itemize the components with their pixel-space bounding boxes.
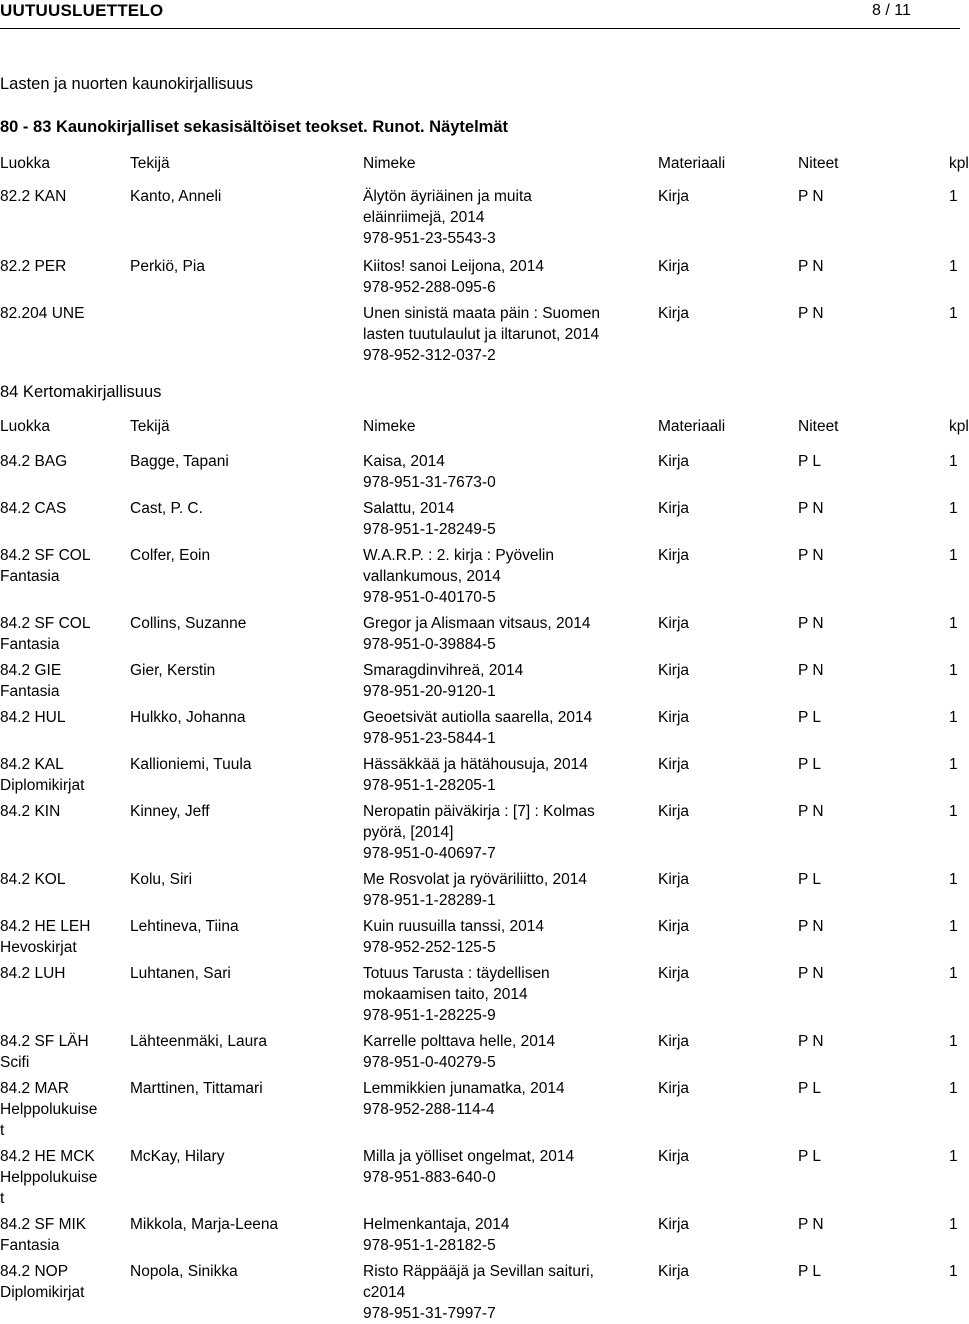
row-class: [0, 613, 125, 655]
page-number: 8 / 11: [872, 2, 911, 19]
row-class-line: 82.2 KAN: [0, 188, 67, 205]
row-author: McKay, Hilary: [130, 1148, 225, 1165]
row-kpl: 1: [949, 756, 958, 773]
row-title-line: Risto Räppääjä ja Sevillan saituri,: [363, 1263, 594, 1280]
row-author: Kallioniemi, Tuula: [130, 756, 252, 773]
row-kpl: 1: [949, 188, 958, 205]
row-kpl: 1: [949, 615, 958, 632]
row-material: Kirja: [658, 803, 690, 820]
row-class: [0, 498, 125, 519]
row-class-line: Diplomikirjat: [0, 777, 85, 794]
row-class-line: 84.2 SF COL: [0, 615, 91, 632]
row-class: [0, 707, 125, 728]
row-title-line: Neropatin päiväkirja : [7] : Kolmas: [363, 803, 595, 820]
group-heading: 84 Kertomakirjallisuus: [0, 383, 162, 401]
row-title: [363, 1214, 510, 1256]
row-class: [0, 451, 125, 472]
row-kpl: 1: [949, 453, 958, 470]
row-niteet: P N: [798, 258, 824, 275]
row-title: [363, 1146, 574, 1188]
row-material: Kirja: [658, 871, 690, 888]
row-class-line: Hevoskirjat: [0, 939, 77, 956]
column-header-author: Tekijä: [130, 418, 170, 435]
row-author: Lähteenmäki, Laura: [130, 1033, 268, 1050]
row-class: [0, 1261, 125, 1303]
row-author: Gier, Kerstin: [130, 662, 216, 679]
row-isbn: 978-951-1-28205-1: [363, 777, 496, 794]
row-title: [363, 963, 550, 1026]
row-material: Kirja: [658, 709, 690, 726]
row-class-line: 82.204 UNE: [0, 305, 85, 322]
row-isbn: 978-951-31-7673-0: [363, 474, 496, 491]
row-class-line: 84.2 LUH: [0, 965, 66, 982]
row-kpl: 1: [949, 662, 958, 679]
row-niteet: P L: [798, 1263, 821, 1280]
row-title-line: Lemmikkien junamatka, 2014: [363, 1080, 565, 1097]
row-title-line: Helmenkantaja, 2014: [363, 1216, 510, 1233]
row-class-line: 84.2 SF MIK: [0, 1216, 87, 1233]
row-class-line: 84.2 MAR: [0, 1080, 69, 1097]
row-title: [363, 613, 590, 655]
row-niteet: P N: [798, 305, 824, 322]
row-isbn: 978-952-312-037-2: [363, 347, 496, 364]
row-kpl: 1: [949, 500, 958, 517]
row-class-line: 84.2 KIN: [0, 803, 61, 820]
row-material: Kirja: [658, 662, 690, 679]
row-kpl: 1: [949, 258, 958, 275]
row-kpl: 1: [949, 709, 958, 726]
row-class: [0, 754, 125, 796]
group-heading: 80 - 83 Kaunokirjalliset sekasisältöiset teokset. Runot. Näytelmät: [0, 118, 509, 136]
row-author: Perkiö, Pia: [130, 258, 205, 275]
row-niteet: P N: [798, 500, 824, 517]
row-material: Kirja: [658, 965, 690, 982]
row-kpl: 1: [949, 305, 958, 322]
row-material: Kirja: [658, 615, 690, 632]
row-class: [0, 1214, 125, 1256]
column-header-title: Nimeke: [363, 155, 416, 172]
row-class-line: Fantasia: [0, 636, 60, 653]
row-material: Kirja: [658, 305, 690, 322]
row-material: Kirja: [658, 500, 690, 517]
row-title-line: Salattu, 2014: [363, 500, 455, 517]
row-niteet: P L: [798, 756, 821, 773]
row-isbn: 978-951-20-9120-1: [363, 683, 496, 700]
row-author: Hulkko, Johanna: [130, 709, 246, 726]
row-title-line: Gregor ja Alismaan vitsaus, 2014: [363, 615, 591, 632]
row-class: [0, 186, 125, 207]
row-kpl: 1: [949, 1263, 958, 1280]
row-class-line: Fantasia: [0, 568, 60, 585]
row-isbn: 978-951-31-7997-7: [363, 1305, 496, 1322]
column-header-material: Materiaali: [658, 418, 726, 435]
row-class-line: 84.2 SF LÄH: [0, 1033, 89, 1050]
row-title-line: mokaamisen taito, 2014: [363, 986, 528, 1003]
column-header-author: Tekijä: [130, 155, 170, 172]
row-kpl: 1: [949, 1148, 958, 1165]
column-header-title: Nimeke: [363, 418, 416, 435]
row-title: [363, 186, 532, 249]
row-isbn: 978-952-288-095-6: [363, 279, 496, 296]
row-class-line: 84.2 CAS: [0, 500, 67, 517]
column-header-material: Materiaali: [658, 155, 726, 172]
row-title-line: pyörä, [2014]: [363, 824, 454, 841]
row-class: [0, 916, 125, 958]
row-class-line: 84.2 KOL: [0, 871, 66, 888]
row-material: Kirja: [658, 756, 690, 773]
row-class: [0, 1078, 125, 1141]
document-title: UUTUUSLUETTELO: [0, 1, 164, 20]
row-title-line: Totuus Tarusta : täydellisen: [363, 965, 550, 982]
row-kpl: 1: [949, 547, 958, 564]
row-kpl: 1: [949, 965, 958, 982]
row-niteet: P N: [798, 188, 824, 205]
row-class-line: Diplomikirjat: [0, 1284, 85, 1301]
row-material: Kirja: [658, 258, 690, 275]
row-class-line: 84.2 SF COL: [0, 547, 91, 564]
row-class-line: 84.2 GIE: [0, 662, 62, 679]
row-author: Mikkola, Marja-Leena: [130, 1216, 279, 1233]
row-class-line: 84.2 HUL: [0, 709, 66, 726]
row-material: Kirja: [658, 918, 690, 935]
row-isbn: 978-951-0-40170-5: [363, 589, 496, 606]
row-author: Kolu, Siri: [130, 871, 193, 888]
row-isbn: 978-951-23-5543-3: [363, 230, 496, 247]
row-class: [0, 256, 125, 277]
row-title: [363, 1261, 594, 1324]
row-material: Kirja: [658, 1148, 690, 1165]
row-isbn: 978-951-883-640-0: [363, 1169, 496, 1186]
row-kpl: 1: [949, 918, 958, 935]
row-title-line: eläinriimejä, 2014: [363, 209, 485, 226]
column-header-class: Luokka: [0, 418, 50, 435]
row-title-line: W.A.R.P. : 2. kirja : Pyövelin: [363, 547, 554, 564]
row-class: [0, 869, 125, 890]
row-niteet: P L: [798, 453, 821, 470]
row-class: [0, 1031, 125, 1073]
row-class-line: Fantasia: [0, 683, 60, 700]
row-title-line: Kiitos! sanoi Leijona, 2014: [363, 258, 544, 275]
row-author: Bagge, Tapani: [130, 453, 229, 470]
row-niteet: P L: [798, 1148, 821, 1165]
row-class: [0, 963, 125, 984]
row-class-line: 84.2 HE LEH: [0, 918, 91, 935]
row-material: Kirja: [658, 1263, 690, 1280]
row-title-line: Hässäkkää ja hätähousuja, 2014: [363, 756, 588, 773]
row-title: [363, 303, 600, 366]
row-isbn: 978-951-1-28249-5: [363, 521, 496, 538]
row-author: Luhtanen, Sari: [130, 965, 231, 982]
row-niteet: P L: [798, 1080, 821, 1097]
header-rule: [0, 28, 960, 29]
row-niteet: P N: [798, 547, 824, 564]
section-title: Lasten ja nuorten kaunokirjallisuus: [0, 75, 254, 93]
row-title: [363, 498, 496, 540]
row-material: Kirja: [658, 188, 690, 205]
row-kpl: 1: [949, 803, 958, 820]
column-header-niteet: Niteet: [798, 418, 839, 435]
row-class-line: 84.2 NOP: [0, 1263, 69, 1280]
row-title-line: Unen sinistä maata päin : Suomen: [363, 305, 600, 322]
row-author: Nopola, Sinikka: [130, 1263, 238, 1280]
row-niteet: P L: [798, 871, 821, 888]
row-material: Kirja: [658, 547, 690, 564]
row-isbn: 978-951-0-40279-5: [363, 1054, 496, 1071]
row-class: [0, 1146, 125, 1209]
row-author: Kinney, Jeff: [130, 803, 210, 820]
row-niteet: P N: [798, 803, 824, 820]
column-header-kpl: kpl: [949, 418, 969, 435]
row-title: [363, 801, 595, 864]
row-kpl: 1: [949, 1080, 958, 1097]
row-isbn: 978-951-0-39884-5: [363, 636, 496, 653]
row-material: Kirja: [658, 453, 690, 470]
row-isbn: 978-951-1-28289-1: [363, 892, 496, 909]
row-title: [363, 660, 523, 702]
row-class-line: 84.2 KAL: [0, 756, 64, 773]
row-class-line: Fantasia: [0, 1237, 60, 1254]
column-header-kpl: kpl: [949, 155, 969, 172]
row-kpl: 1: [949, 1033, 958, 1050]
row-title: [363, 545, 554, 608]
row-class-line: 82.2 PER: [0, 258, 67, 275]
row-class-line: Scifi: [0, 1054, 30, 1071]
row-class-line: Helppolukuise: [0, 1169, 98, 1186]
row-title-line: Karrelle polttava helle, 2014: [363, 1033, 556, 1050]
row-material: Kirja: [658, 1080, 690, 1097]
row-class-line: Helppolukuise: [0, 1101, 98, 1118]
row-isbn: 978-951-1-28182-5: [363, 1237, 496, 1254]
row-title: [363, 754, 588, 796]
row-title: [363, 451, 496, 493]
row-title-line: Geoetsivät autiolla saarella, 2014: [363, 709, 593, 726]
row-class: [0, 545, 125, 587]
row-title: [363, 869, 587, 911]
row-title: [363, 1031, 555, 1073]
row-material: Kirja: [658, 1033, 690, 1050]
row-author: Lehtineva, Tiina: [130, 918, 239, 935]
row-author: Collins, Suzanne: [130, 615, 247, 632]
row-kpl: 1: [949, 871, 958, 888]
row-title: [363, 916, 544, 958]
row-title-line: Kaisa, 2014: [363, 453, 445, 470]
row-niteet: P N: [798, 918, 824, 935]
row-title-line: Älytön äyriäinen ja muita: [363, 188, 532, 205]
row-class: [0, 801, 125, 822]
row-class-line: 84.2 HE MCK: [0, 1148, 95, 1165]
row-class: [0, 303, 125, 324]
row-title: [363, 707, 592, 749]
row-author: Marttinen, Tittamari: [130, 1080, 263, 1097]
row-title-line: Me Rosvolat ja ryöväriliitto, 2014: [363, 871, 587, 888]
row-title-line: vallankumous, 2014: [363, 568, 501, 585]
row-title-line: Smaragdinvihreä, 2014: [363, 662, 524, 679]
row-class-line: t: [0, 1122, 5, 1139]
row-class-line: t: [0, 1190, 5, 1207]
row-niteet: P N: [798, 965, 824, 982]
row-isbn: 978-952-288-114-4: [363, 1101, 495, 1118]
row-title-line: lasten tuutulaulut ja iltarunot, 2014: [363, 326, 600, 343]
row-niteet: P N: [798, 1216, 824, 1233]
row-author: Cast, P. C.: [130, 500, 203, 517]
row-title-line: c2014: [363, 1284, 406, 1301]
column-header-class: Luokka: [0, 155, 50, 172]
row-niteet: P N: [798, 615, 824, 632]
row-class: [0, 660, 125, 702]
row-niteet: P N: [798, 662, 824, 679]
row-isbn: 978-952-252-125-5: [363, 939, 496, 956]
row-title: [363, 1078, 565, 1120]
row-author: Colfer, Eoin: [130, 547, 211, 564]
row-isbn: 978-951-0-40697-7: [363, 845, 496, 862]
row-niteet: P L: [798, 709, 821, 726]
row-material: Kirja: [658, 1216, 690, 1233]
column-header-niteet: Niteet: [798, 155, 839, 172]
row-author: Kanto, Anneli: [130, 188, 222, 205]
row-isbn: 978-951-1-28225-9: [363, 1007, 496, 1024]
row-niteet: P N: [798, 1033, 824, 1050]
row-kpl: 1: [949, 1216, 958, 1233]
row-title-line: Milla ja yölliset ongelmat, 2014: [363, 1148, 575, 1165]
row-title-line: Kuin ruusuilla tanssi, 2014: [363, 918, 544, 935]
row-isbn: 978-951-23-5844-1: [363, 730, 496, 747]
row-class-line: 84.2 BAG: [0, 453, 68, 470]
row-title: [363, 256, 544, 298]
